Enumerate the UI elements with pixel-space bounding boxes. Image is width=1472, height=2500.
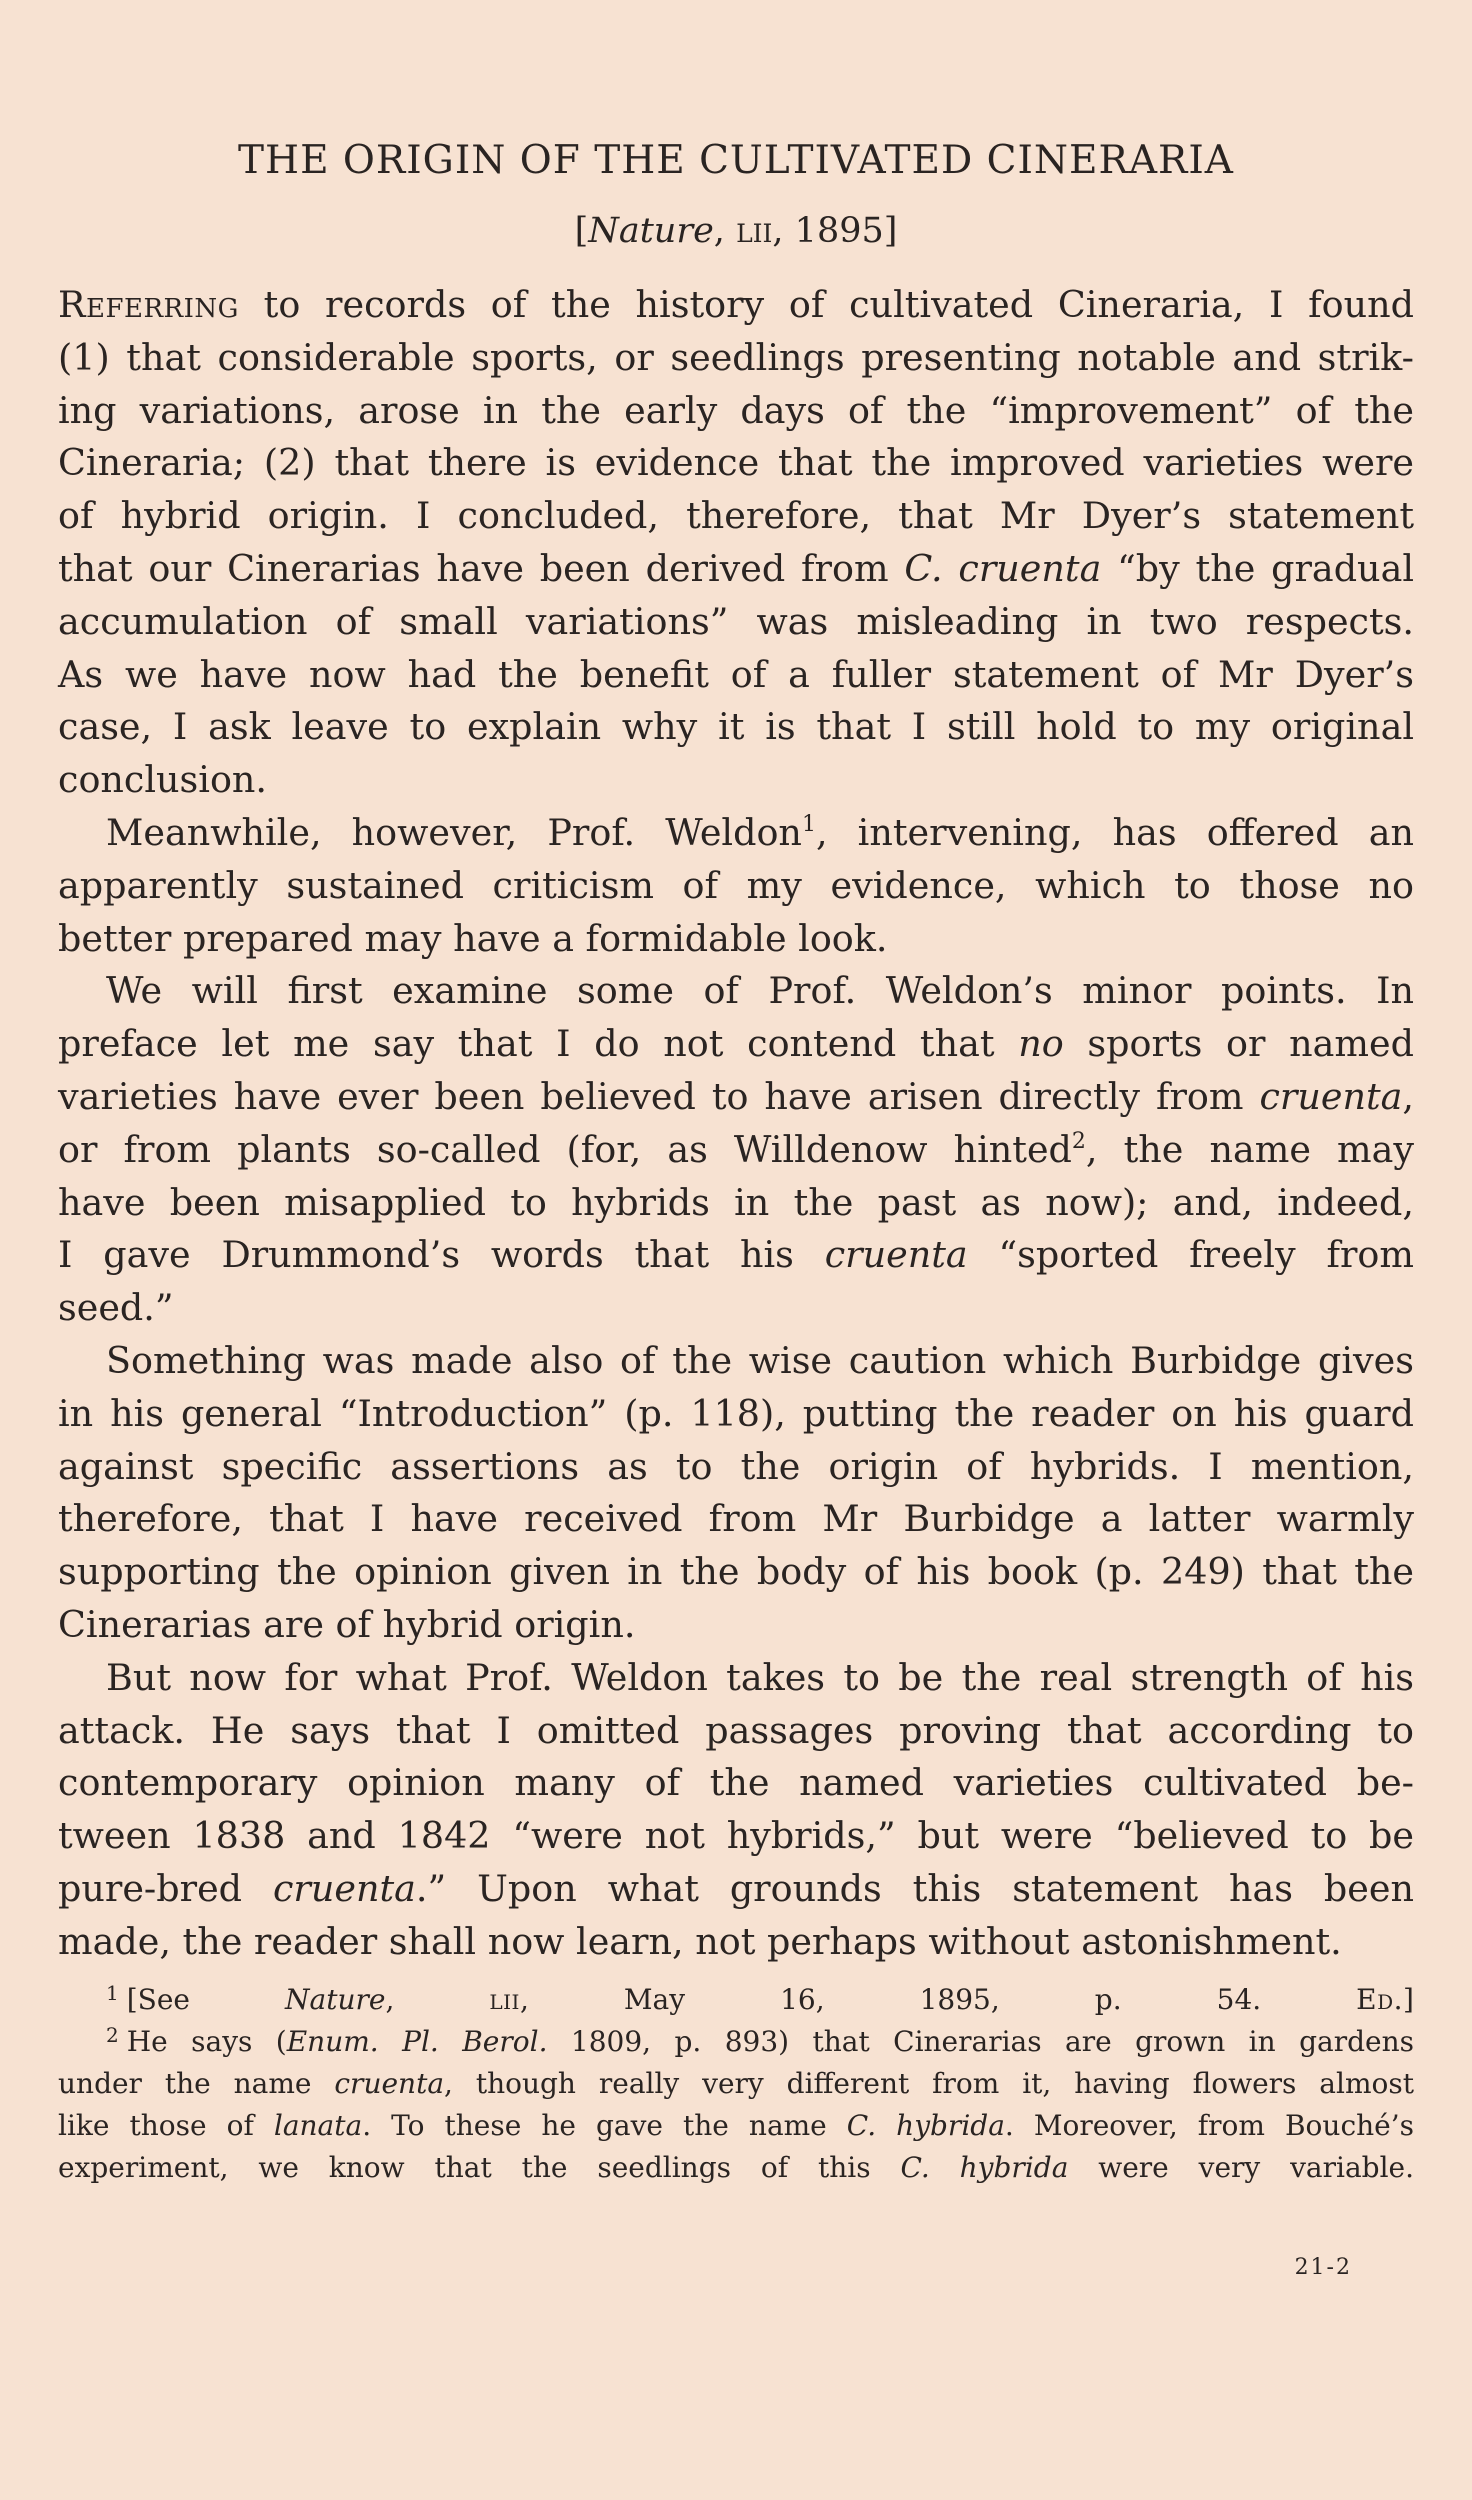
paragraph-2 (58, 807, 1414, 965)
text-line: have been misapplied to hybrids in the past as now); and, indeed, (58, 1180, 1414, 1224)
text-span: ] (1403, 1982, 1414, 2016)
paragraph-1 (58, 279, 1414, 807)
species-name: lanata (273, 2108, 363, 2142)
footnote-2 (58, 2021, 1414, 2063)
text-line: contemporary opinion many of the named varieties cultivated be- (58, 1761, 1414, 1805)
footnote-mark: 2 (106, 2022, 119, 2047)
species-name: C. hybrida (846, 2108, 1005, 2142)
text-span: like those of (58, 2108, 274, 2142)
text-line (58, 279, 1414, 332)
text-line: better prepared may have a formidable look. (58, 916, 888, 960)
text-span: . Moreover, from Bouché’s (1004, 2108, 1415, 2142)
journal-name: Nature (285, 1982, 386, 2016)
editor-note: Ed. (1356, 1982, 1404, 2016)
emphasis: no (1018, 1022, 1064, 1066)
text-span: preface let me say that I do not contend that (58, 1022, 1019, 1066)
text-span: sports or named (1063, 1022, 1414, 1066)
opening-word: Referring (58, 283, 239, 326)
text-line: accumulation of small variations” was misleading in two respects. (58, 599, 1414, 643)
text-line: We will first examine some of Prof. Weldon’s minor points. In (106, 969, 1414, 1013)
text-line: of hybrid origin. I concluded, therefore, that Mr Dyer’s statement (58, 494, 1414, 538)
text-line: made, the reader shall now learn, not perhaps without astonishment. (58, 1919, 1342, 1963)
text-line: therefore, that I have received from Mr Burbidge a latter warmly (58, 1497, 1414, 1541)
footnote-ref-2[interactable]: 2 (1071, 1128, 1086, 1154)
page (58, 138, 1414, 2189)
text-span: varieties have ever been believed to have arisen directly from (58, 1074, 1260, 1118)
text-span: were very variable. (1068, 2150, 1414, 2184)
text-line: conclusion. (58, 758, 268, 802)
text-span: or from plants so-called (for, as Willdenow hinted (58, 1127, 1072, 1171)
text-span: that our Cinerarias have been derived from (58, 546, 905, 590)
paragraph-5 (58, 1652, 1414, 1969)
text-line (58, 807, 1414, 860)
species-name: cruenta (824, 1233, 968, 1277)
text-span: “sported freely from (967, 1233, 1414, 1277)
text-line: seed.” (58, 1286, 174, 1330)
text-line (58, 1863, 1414, 1916)
text-line: supporting the opinion given in the body of his book (p. 249) that the (58, 1550, 1414, 1594)
text-line: apparently sustained criticism of my evidence, which to those no (58, 863, 1414, 907)
text-span: experiment, we know that the seedlings of this (58, 2150, 901, 2184)
source-volume: lii (736, 211, 773, 251)
text-span: Meanwhile, however, Prof. Weldon (106, 810, 802, 854)
reference: Enum. Pl. Berol. (286, 2024, 548, 2058)
footnote-2-line (58, 2147, 1414, 2189)
text-span: He says ( (126, 2024, 287, 2058)
text-span: [See (126, 1982, 285, 2016)
text-line (58, 1071, 1414, 1124)
footnote-mark: 1 (106, 1980, 119, 2005)
text-span: to records of the history of cultivated Cineraria, I found (238, 283, 1414, 326)
text-line: As we have now had the benefit of a fuller statement of Mr Dyer’s (58, 652, 1414, 696)
footnote-ref-1[interactable]: 1 (801, 811, 816, 837)
text-span: 1809, p. 893) that Cinerarias are grown in gardens (547, 2024, 1414, 2058)
footnote-1 (58, 1979, 1414, 2021)
source-journal: Nature (588, 211, 714, 251)
footnote-2-line (58, 2063, 1414, 2105)
paragraph-3 (58, 965, 1414, 1335)
text-line: case, I ask leave to explain why it is that I still hold to my original (58, 705, 1414, 749)
text-line (58, 1018, 1414, 1071)
text-line: attack. He says that I omitted passages proving that according to (58, 1708, 1414, 1752)
text-span: . To these he gave the name (362, 2108, 847, 2142)
text-span: “by the gradual (1101, 546, 1414, 590)
text-span: , intervening, has offered an (815, 810, 1414, 854)
source-open: [ (574, 211, 589, 251)
text-span: , though really very different from it, having flowers almost (444, 2066, 1414, 2100)
species-name: C. cruenta (904, 546, 1102, 590)
text-line: But now for what Prof. Weldon takes to be the real strength of his (106, 1655, 1414, 1699)
species-name: cruenta (272, 1866, 416, 1910)
text-span: .” Upon what grounds this statement has been (415, 1866, 1414, 1910)
page-number: 21-2 (1294, 2255, 1352, 2280)
source-year: , 1895] (772, 211, 898, 251)
text-span: , May 16, 1895, p. 54. (519, 1982, 1357, 2016)
text-span: pure-bred (58, 1866, 273, 1910)
text-line: Cinerarias are of hybrid origin. (58, 1602, 636, 1646)
footnote-2-line (58, 2105, 1414, 2147)
text-line (58, 1229, 1414, 1282)
text-line: ing variations, arose in the early days of the “improvement” of the (58, 388, 1414, 432)
article-title: THE ORIGIN OF THE CULTIVATED CINERARIA (238, 138, 1234, 183)
text-line: tween 1838 and 1842 “were not hybrids,” but were “believed to be (58, 1814, 1414, 1858)
text-span: I gave Drummond’s words that his (58, 1233, 825, 1277)
text-span: , (1402, 1074, 1414, 1118)
species-name: cruenta (334, 2066, 445, 2100)
text-span: , (385, 1982, 490, 2016)
text-line: Cineraria; (2) that there is evidence that the improved varieties were (58, 441, 1414, 485)
text-line: Something was made also of the wise caution which Burbidge gives (106, 1338, 1414, 1382)
text-line: in his general “Introduction” (p. 118), putting the reader on his guard (58, 1391, 1414, 1435)
text-line: against specific assertions as to the origin of hybrids. I mention, (58, 1444, 1414, 1488)
article-body (58, 279, 1414, 1969)
text-line: (1) that considerable sports, or seedlings presenting notable and strik- (58, 335, 1414, 379)
paragraph-4 (58, 1335, 1414, 1652)
text-span: , the name may (1085, 1127, 1414, 1171)
footnotes (58, 1979, 1414, 2189)
source-sep: , (713, 211, 737, 251)
species-name: cruenta (1259, 1074, 1403, 1118)
text-span: under the name (58, 2066, 335, 2100)
text-line (58, 1124, 1414, 1177)
text-line (58, 543, 1414, 596)
volume: lii (489, 1982, 520, 2016)
species-name: C. hybrida (900, 2150, 1069, 2184)
article-source (58, 211, 1414, 251)
